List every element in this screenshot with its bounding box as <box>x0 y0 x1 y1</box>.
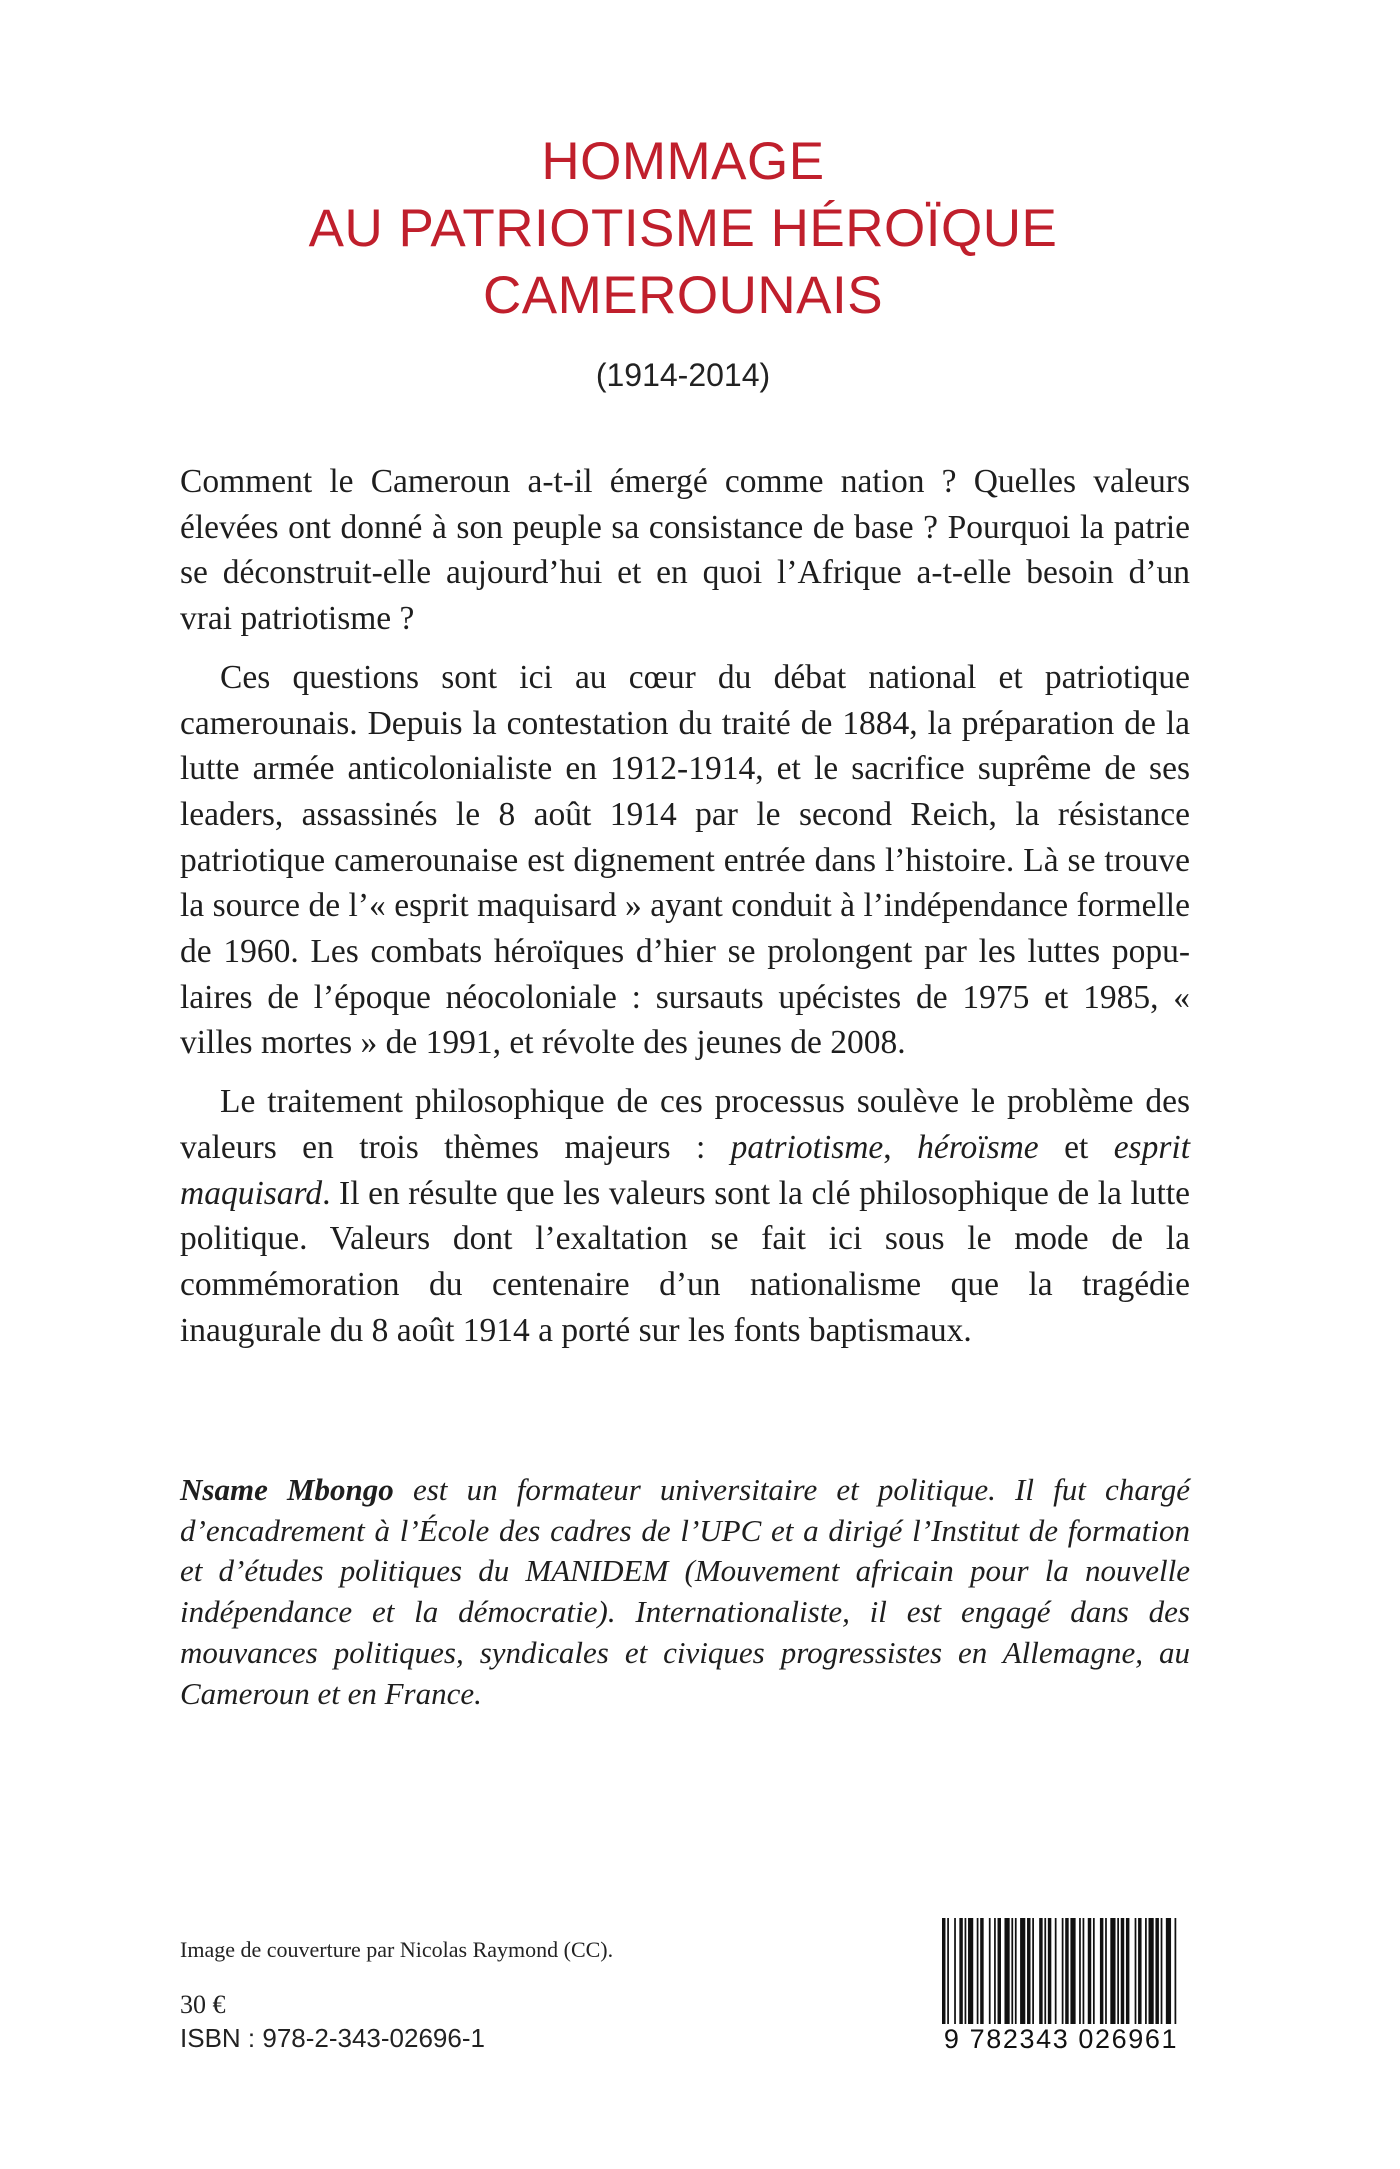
barcode-bar <box>1088 1918 1091 2026</box>
barcode-bar <box>1155 1918 1158 2026</box>
barcode-bar <box>1138 1918 1141 2026</box>
barcode-bar <box>994 1918 996 2026</box>
barcode-bar <box>1083 1918 1085 2026</box>
barcode-bar <box>1020 1918 1025 2026</box>
barcode-digits: 9 782343 026961 <box>938 2024 1184 2054</box>
barcode-bar <box>1070 1918 1075 2026</box>
barcode-bar <box>1015 1918 1017 2026</box>
barcode-bar <box>977 1918 979 2026</box>
barcode-bar <box>1048 1918 1051 2026</box>
blurb-p3-comma: , <box>883 1128 918 1166</box>
term-patriotisme: patriotisme <box>730 1128 884 1166</box>
blurb-p3-text-a: Le traitement philosophique de ces processus soulève le problème des valeurs en trois thèmes majeurs : <box>180 1083 1190 1166</box>
author-name: Nsame Mbongo <box>180 1472 394 1507</box>
title-line-1: HOMMAGE <box>541 132 825 191</box>
barcode-bar <box>1032 1918 1034 2026</box>
barcode-bar <box>965 1918 967 2026</box>
title-line-2: AU PATRIOTISME HÉROÏQUE <box>308 199 1058 258</box>
blurb-paragraph-2: Ces questions sont ici au cœur du débat national et patriotique camerounais. Depuis la contestation du traité de 1884, la préparation de la lutte armée anticolonialiste en 1912-1914, et le sacrifice suprême de ses leaders, assassinés le 8 août 1914 par le second Reich, la résistance patriotique camerounaise est dignement entrée dans l’histoire. Là se trouve la source de l’« esprit maquisard » ayant conduit à l’indépendance formelle de 1960. Les combats héroïques d’hier se prolongent par les luttes populaires de l’époque néocoloniale : sursauts upécistes de 1975 et 1985, « villes mortes » de 1991, et révolte des jeunes de 2008. <box>180 658 1190 1062</box>
barcode-bar <box>1055 1918 1057 2026</box>
blurb-p3-text-b: . Il en résulte que les valeurs sont la clé philosophique de la lutte politique. Valeurs dont l’exaltation se fait ici sous le mode de la commémoration du centenaire d’un nationalisme que la tragédie inaugurale du 8 août 1914 a porté sur les fonts baptismaux. <box>180 1174 1190 1349</box>
barcode-bar <box>1039 1918 1042 2026</box>
barcode-bar <box>1093 1918 1095 2026</box>
blurb-paragraph-3 <box>180 1079 1190 1353</box>
book-dates: (1914-2014) <box>595 357 771 393</box>
barcode-bar <box>1126 1918 1129 2026</box>
barcode-bar <box>1044 1918 1046 2026</box>
barcode-bar <box>968 1918 973 2026</box>
barcode-bar <box>1062 1918 1064 2026</box>
barcode-bar <box>1145 1918 1147 2026</box>
barcode-bar <box>1011 1918 1013 2026</box>
barcode-bar <box>989 1918 991 2026</box>
barcode-bars <box>938 1918 1184 2026</box>
barcode-bar <box>1149 1918 1154 2026</box>
barcode-bar <box>959 1918 962 2026</box>
isbn: ISBN : 978-2-343-02696-1 <box>180 2023 485 2053</box>
barcode <box>938 1918 1184 2066</box>
barcode-bar <box>1027 1918 1030 2026</box>
blurb-p3-et: et <box>1038 1128 1114 1166</box>
blurb-paragraph-1: Comment le Cameroun a-t-il émergé comme nation ? Quelles valeurs élevées ont donné à son peuple sa consistance de base ? Pourquoi la patrie se déconstruit-elle aujourd’hui et en quoi l’Afrique a-t-elle besoin d’un vrai patriotisme ? <box>180 463 1190 638</box>
barcode-bar <box>1117 1918 1119 2026</box>
barcode-bar <box>954 1918 956 2026</box>
price: 30 € <box>180 1990 226 2019</box>
barcode-bar <box>947 1918 949 2026</box>
barcode-bar <box>1110 1918 1115 2026</box>
barcode-bar <box>1065 1918 1068 2026</box>
barcode-bar <box>1135 1918 1137 2026</box>
barcode-bar <box>1166 1918 1171 2026</box>
book-blurb <box>180 459 1190 1366</box>
barcode-bar <box>1175 1918 1177 2026</box>
barcode-bar <box>1121 1918 1124 2026</box>
barcode-bar <box>980 1918 983 2026</box>
barcode-bar <box>998 1918 1001 2026</box>
barcode-bar <box>1100 1918 1103 2026</box>
barcode-bar <box>1079 1918 1081 2026</box>
barcode-bar <box>1161 1918 1163 2026</box>
title-line-3: CAMEROUNAIS <box>482 266 884 325</box>
barcode-bar <box>1105 1918 1107 2026</box>
book-title <box>0 128 1366 329</box>
cover-image-credit: Image de couverture par Nicolas Raymond (CC). <box>180 1937 614 1962</box>
barcode-bar <box>942 1918 945 2026</box>
term-heroisme: héroïsme <box>917 1128 1039 1166</box>
author-bio <box>180 1470 1190 1714</box>
barcode-bar <box>1004 1918 1009 2026</box>
author-bio-text: est un formateur universitaire et politique. Il fut chargé d’encadrement à l’École des cadres de l’UPC et a dirigé l’Institut de formation et d’études politiques du MANIDEM (Mouvement africain pour la nouvelle indépendance et la démocratie). Internationaliste, il est engagé dans des mouvances politiques, syndicales et civiques progressistes en Allemagne, au Cameroun et en France. <box>180 1472 1190 1711</box>
term-esprit-maquisard: esprit maquisard <box>180 1128 1190 1212</box>
